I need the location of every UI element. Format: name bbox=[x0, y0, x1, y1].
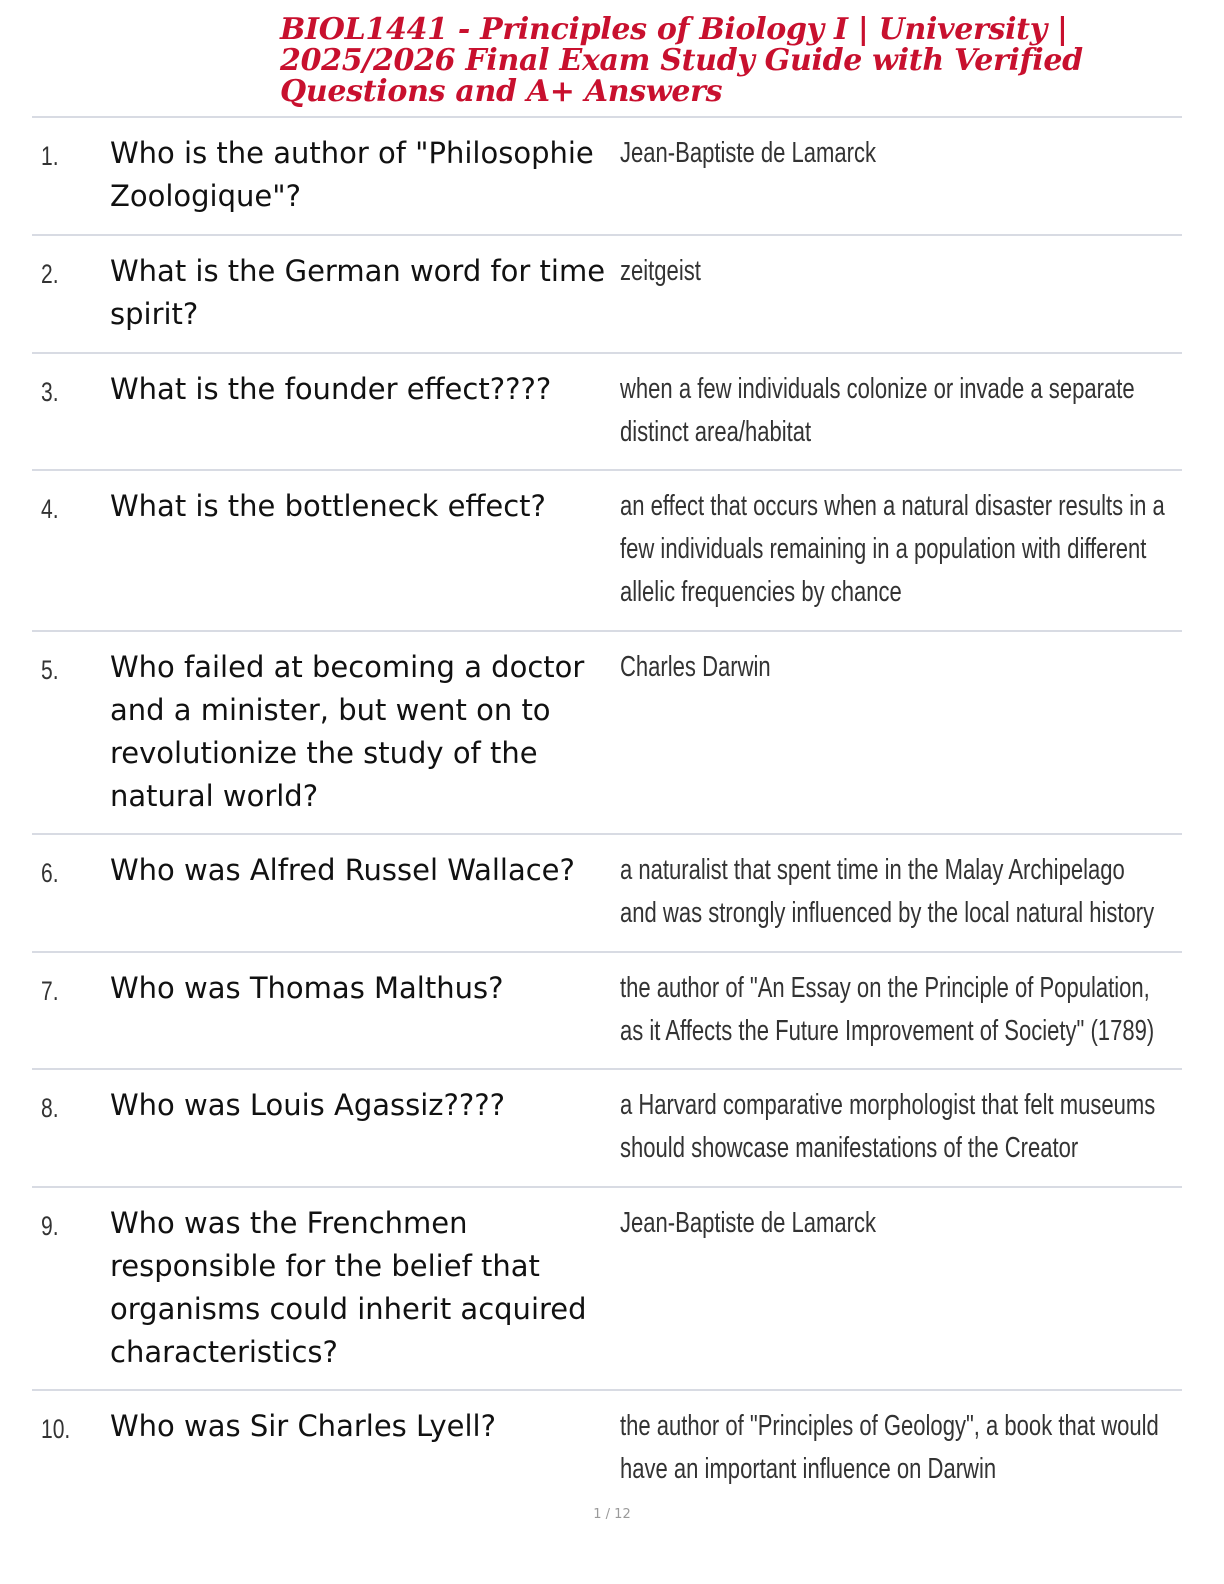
qa-answer: the author of "An Essay on the Principle of Population, as it Affects the Future Improvement of Society" (1789) bbox=[620, 972, 1155, 1047]
qa-row bbox=[32, 118, 1182, 236]
qa-list bbox=[32, 116, 1182, 1503]
qa-row bbox=[32, 1070, 1182, 1188]
qa-answer: Charles Darwin bbox=[620, 651, 771, 683]
qa-row bbox=[32, 953, 1182, 1070]
qa-row bbox=[32, 1188, 1182, 1391]
qa-answer: when a few individuals colonize or invade a separate distinct area/habitat bbox=[620, 373, 1135, 448]
qa-number: 2. bbox=[41, 259, 59, 289]
qa-row bbox=[32, 236, 1182, 354]
qa-answer: Jean-Baptiste de Lamarck bbox=[620, 1207, 877, 1239]
page-indicator: 1 / 12 bbox=[593, 1507, 631, 1522]
qa-row bbox=[32, 632, 1182, 835]
qa-question: What is the German word for time spirit? bbox=[110, 254, 606, 331]
qa-number: 9. bbox=[41, 1211, 59, 1241]
qa-number: 7. bbox=[41, 976, 59, 1006]
qa-question: Who was Alfred Russel Wallace? bbox=[110, 853, 575, 887]
qa-question: What is the founder effect???? bbox=[110, 372, 552, 406]
qa-answer: a naturalist that spent time in the Malay Archipelago and was strongly influenced by the local natural history bbox=[620, 854, 1155, 929]
qa-question: Who was Sir Charles Lyell? bbox=[110, 1409, 496, 1443]
qa-number: 8. bbox=[41, 1093, 59, 1123]
qa-question: What is the bottleneck effect? bbox=[110, 489, 546, 523]
qa-row bbox=[32, 471, 1182, 632]
qa-question: Who failed at becoming a doctor and a minister, but went on to revolutionize the study of the natural world? bbox=[110, 650, 585, 813]
qa-answer: a Harvard comparative morphologist that felt museums should showcase manifestations of the Creator bbox=[620, 1089, 1156, 1164]
document-title: BIOL1441 - Principles of Biology I | University | 2025/2026 Final Exam Study Guide with Verified Questions and A+ Answers bbox=[280, 12, 1083, 109]
qa-answer: an effect that occurs when a natural disaster results in a few individuals remaining in a population with different allelic frequencies by chance bbox=[620, 490, 1165, 608]
qa-question: Who was Louis Agassiz???? bbox=[110, 1088, 506, 1122]
qa-number: 1. bbox=[41, 141, 59, 171]
qa-number: 5. bbox=[41, 655, 59, 685]
qa-question: Who is the author of "Philosophie Zoologique"? bbox=[110, 136, 594, 213]
qa-number: 6. bbox=[41, 858, 59, 888]
qa-number: 3. bbox=[41, 377, 59, 407]
qa-answer: the author of "Principles of Geology", a book that would have an important influence on Darwin bbox=[620, 1410, 1159, 1485]
qa-number: 10. bbox=[41, 1414, 71, 1444]
qa-row bbox=[32, 354, 1182, 471]
qa-row bbox=[32, 1391, 1182, 1503]
qa-number: 4. bbox=[41, 494, 59, 524]
qa-answer: zeitgeist bbox=[620, 255, 701, 287]
qa-answer: Jean-Baptiste de Lamarck bbox=[620, 137, 877, 169]
qa-question: Who was the Frenchmen responsible for the belief that organisms could inherit acquired characteristics? bbox=[110, 1206, 587, 1369]
qa-question: Who was Thomas Malthus? bbox=[110, 971, 504, 1005]
qa-row bbox=[32, 835, 1182, 953]
